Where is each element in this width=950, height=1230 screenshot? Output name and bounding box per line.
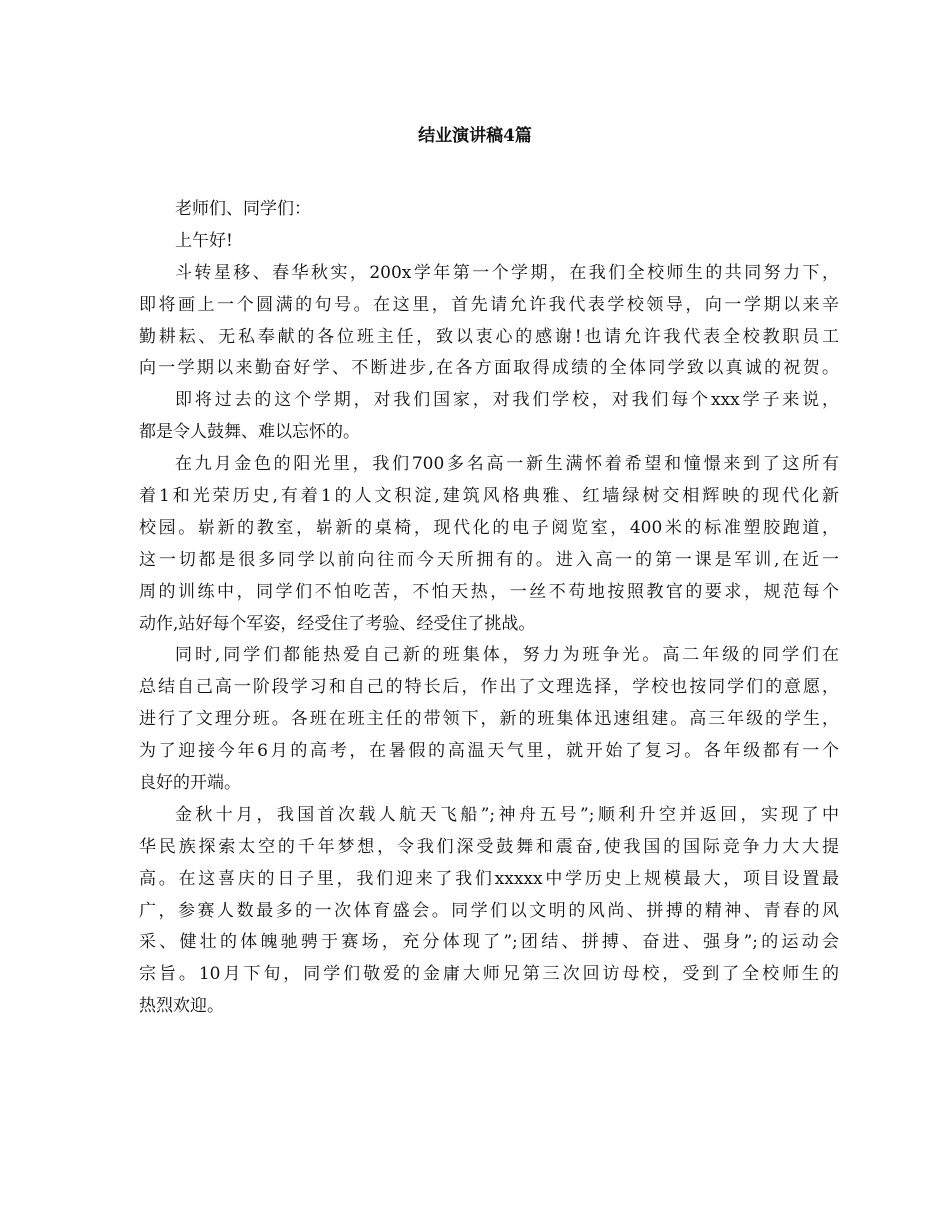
document-body [139,194,839,1023]
body-text-line: 周的训练中，同学们不怕吃苦，不怕天热，一丝不苟地按照教官的要求，规范每个 [139,581,839,602]
body-text-line: 校园。崭新的教室，崭新的桌椅，现代化的电子阅览室，400米的标准塑胶跑道， [139,517,839,538]
body-text-line: 动作,站好每个军姿，经受住了考验、经受住了挑战。 [139,613,536,634]
body-text-line: 金秋十月，我国首次载人航天飞船”;神舟五号”;顺利升空并返回，实现了中 [175,804,839,825]
body-text-line: 这一切都是很多同学以前向往而今天所拥有的。进入高一的第一课是军训,在近一 [139,549,839,570]
document-title: 结业演讲稿4篇 [418,126,532,146]
body-text-line: 高。在这喜庆的日子里，我们迎来了我们xxxxx中学历史上规模最大，项目设置最 [139,868,839,889]
body-text-line: 斗转星移、春华秋实，200x学年第一个学期，在我们全校师生的共同努力下， [175,262,839,283]
body-text-line: 采、健壮的体魄驰骋于赛场，充分体现了”;团结、拼搏、奋进、强身”;的运动会 [139,932,839,953]
body-text-line: 总结自己高一阶段学习和自己的特长后，作出了文理选择，学校也按同学们的意愿， [139,677,839,698]
body-text-line: 广，参赛人数最多的一次体育盛会。同学们以文明的风尚、拼搏的精神、青春的风 [139,900,839,921]
body-text-line: 着1和光荣历史,有着1的人文积淀,建筑风格典雅、红墙绿树交相辉映的现代化新 [139,486,839,507]
body-text-line: 向一学期以来勤奋好学、不断进步,在各方面取得成绩的全体同学致以真诚的祝贺。 [139,358,839,379]
body-text-line: 即将画上一个圆满的句号。在这里，首先请允许我代表学校领导，向一学期以来辛 [139,294,839,315]
body-text-line: 良好的开端。 [139,773,241,794]
body-text-line: 进行了文理分班。各班在班主任的带领下，新的班集体迅速组建。高三年级的学生， [139,709,839,730]
body-text-line: 上午好! [175,230,233,251]
body-text-line: 勤耕耘、无私奉献的各位班主任，致以衷心的感谢!也请允许我代表全校教职员工 [139,326,839,347]
body-text-line: 同时,同学们都能热爱自己新的班集体，努力为班争光。高二年级的同学们在 [175,645,839,666]
body-text-line: 宗旨。10月下旬，同学们敬爱的金庸大师兄第三次回访母校，受到了全校师生的 [139,964,839,985]
body-text-line: 都是令人鼓舞、难以忘怀的。 [139,422,360,443]
body-text-line: 老师们、同学们： [175,199,311,219]
body-text-line: 热烈欢迎。 [139,996,224,1017]
body-text-line: 为了迎接今年6月的高考，在暑假的高温天气里，就开始了复习。各年级都有一个 [139,741,839,762]
body-text-line: 在九月金色的阳光里，我们700多名高一新生满怀着希望和憧憬来到了这所有 [175,454,839,475]
body-text-line: 华民族探索太空的千年梦想，令我们深受鼓舞和震奋,使我国的国际竞争力大大提 [139,836,839,857]
body-text-line: 即将过去的这个学期，对我们国家，对我们学校，对我们每个xxx学子来说， [175,390,839,411]
